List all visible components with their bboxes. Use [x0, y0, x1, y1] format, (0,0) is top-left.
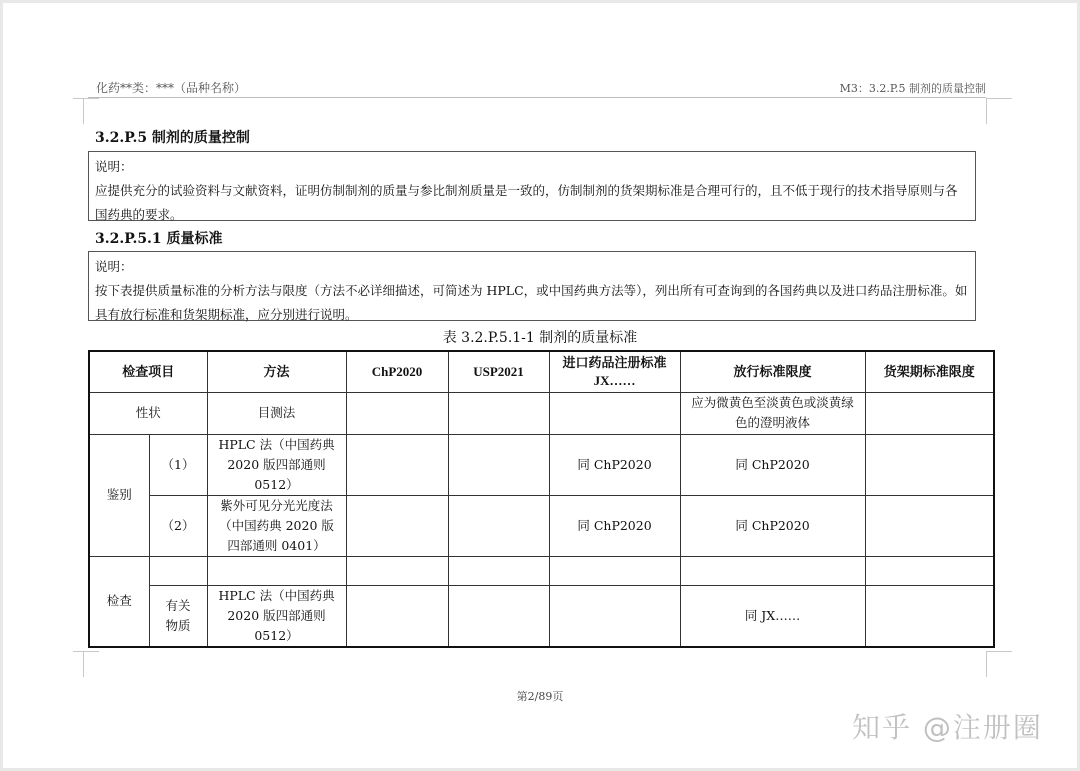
- table-row: [89, 434, 994, 495]
- note-label: 说明：: [95, 159, 133, 174]
- cell-chp: [346, 556, 448, 585]
- table-caption: 表 3.2.P.5.1-1 制剂的质量标准: [442, 330, 638, 346]
- header-left: 化药**类：***（品种名称）: [96, 81, 247, 95]
- cell-sub-label: [149, 556, 207, 585]
- cell-sub-label: （1）: [149, 434, 207, 495]
- page-number: 第2/89页: [516, 690, 564, 703]
- cell-sub-label: 有关物质: [149, 585, 207, 647]
- table-row: [89, 585, 994, 647]
- note-box-1: [88, 151, 976, 221]
- cell-release: 同 ChP2020: [680, 495, 865, 556]
- cell-method: 紫外可见分光光度法（中国药典 2020 版四部通则 0401）: [207, 495, 346, 556]
- cell-release: 应为微黄色至淡黄色或淡黄绿色的澄明液体: [680, 392, 865, 434]
- cell-shelf: [865, 585, 994, 647]
- table-row: [89, 392, 994, 434]
- header-chp: ChP2020: [346, 351, 448, 392]
- cell-usp: [448, 585, 549, 647]
- header-release: 放行标准限度: [680, 351, 865, 392]
- section-title-3-2-p-5-1: 3.2.P.5.1 质量标准: [95, 231, 223, 247]
- cell-method: 目测法: [207, 392, 346, 434]
- cell-shelf: [865, 556, 994, 585]
- header-shelf: 货架期标准限度: [865, 351, 994, 392]
- table-row: [89, 556, 994, 585]
- cell-usp: [448, 392, 549, 434]
- cell-import: [549, 556, 680, 585]
- cell-usp: [448, 495, 549, 556]
- note-text: 按下表提供质量标准的分析方法与限度（方法不必详细描述，可简述为 HPLC，或中国药典方法等），列出所有可查询到的各国药典以及进口药品注册标准。如具有放行标准和货架期标准，应分别进行说明。: [95, 283, 968, 322]
- cell-sub-label: （2）: [149, 495, 207, 556]
- watermark: 知乎 @注册圈: [852, 711, 1043, 744]
- cell-method: HPLC 法（中国药典 2020 版四部通则 0512）: [207, 434, 346, 495]
- cell-method: [207, 556, 346, 585]
- table-row: [89, 495, 994, 556]
- note-text: 应提供充分的试验资料与文献资料，证明仿制制剂的质量与参比制剂质量是一致的，仿制制剂的货架期标准是合理可行的，且不低于现行的技术指导原则与各国药典的要求。: [95, 183, 958, 222]
- quality-standard-table: [88, 350, 995, 648]
- table-header-row: [89, 351, 994, 392]
- cell-import: 同 ChP2020: [549, 495, 680, 556]
- cell-import: [549, 585, 680, 647]
- cell-chp: [346, 434, 448, 495]
- cell-release: 同 ChP2020: [680, 434, 865, 495]
- header-usp: USP2021: [448, 351, 549, 392]
- cell-method: HPLC 法（中国药典 2020 版四部通则 0512）: [207, 585, 346, 647]
- cell-item: 鉴别: [89, 434, 149, 556]
- cell-shelf: [865, 495, 994, 556]
- header-right: M3：3.2.P.5 制剂的质量控制: [839, 82, 986, 95]
- cell-usp: [448, 556, 549, 585]
- cell-import: [549, 392, 680, 434]
- cell-shelf: [865, 434, 994, 495]
- header-import: 进口药品注册标准JX……: [549, 351, 680, 392]
- cell-chp: [346, 495, 448, 556]
- cell-chp: [346, 585, 448, 647]
- cell-release: 同 JX……: [680, 585, 865, 647]
- cell-item: 检查: [89, 556, 149, 647]
- header-method: 方法: [207, 351, 346, 392]
- section-title-3-2-p-5: 3.2.P.5 制剂的质量控制: [95, 130, 250, 146]
- cell-shelf: [865, 392, 994, 434]
- cell-release: [680, 556, 865, 585]
- note-label: 说明：: [95, 259, 133, 274]
- cell-import: 同 ChP2020: [549, 434, 680, 495]
- cell-chp: [346, 392, 448, 434]
- cell-usp: [448, 434, 549, 495]
- note-box-2: [88, 251, 976, 321]
- header-divider: [88, 97, 986, 98]
- cell-item: 性状: [89, 392, 207, 434]
- header-item: 检查项目: [89, 351, 207, 392]
